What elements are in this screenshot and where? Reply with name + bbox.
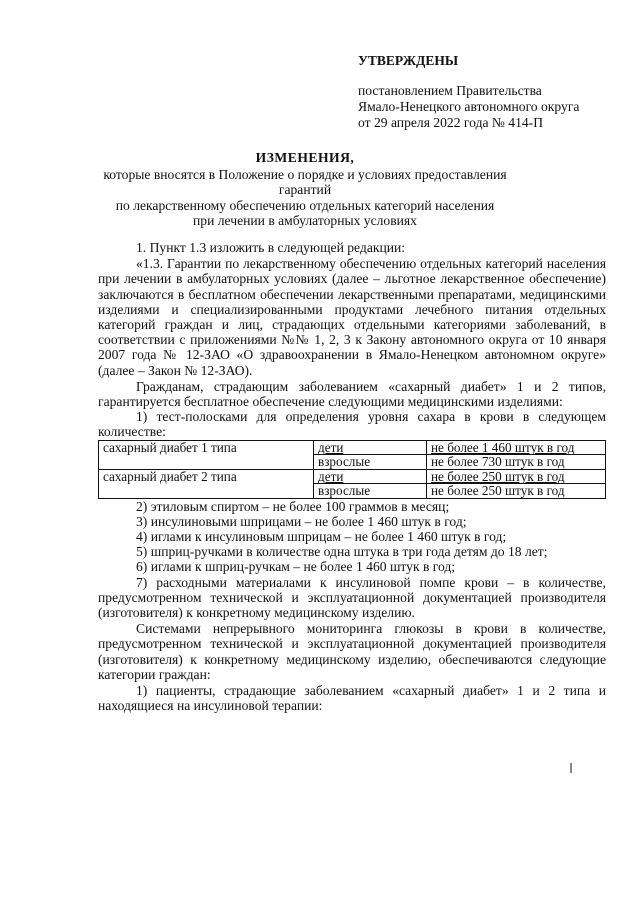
paragraph-6: 1) пациенты, страдающие заболеванием «сахарный диабет» 1 и 2 типа и находящиеся на инсулиновой терапии: <box>98 683 606 714</box>
table-cell-limit: не более 250 штук в год <box>427 469 606 484</box>
table-cell-group: взрослые <box>314 484 427 499</box>
heading-line-3: при лечении в амбулаторных условиях <box>193 213 417 228</box>
table-cell-type: сахарный диабет 1 типа <box>99 440 314 469</box>
table-cell-group: дети <box>314 469 427 484</box>
table-row <box>99 440 606 455</box>
document-heading <box>90 150 520 229</box>
scan-mark <box>570 763 572 773</box>
list-item-7: 7) расходными материалами к инсулиновой помпе крови – в количестве, предусмотренном технической и эксплуатационной документацией производителя (изготовителя) к конкретному медицинскому изделию. <box>98 574 606 621</box>
list-item-6: 6) иглами к шприц-ручкам – не более 1 460 штук в год; <box>136 559 456 575</box>
heading-line-2: по лекарственному обеспечению отдельных категорий населения <box>115 197 495 213</box>
table-cell-type: сахарный диабет 2 типа <box>99 469 314 498</box>
approval-line-3: от 29 апреля 2022 года № 414-П <box>358 115 544 130</box>
paragraph-5: Системами непрерывного мониторинга глюкозы в крови в количестве, предусмотренном технической и эксплуатационной документацией производителя (изготовителя) к конкретному медицинскому изделию, обеспечиваются следующие категории граждан: <box>98 621 606 682</box>
paragraph-4: 1) тест-полосками для определения уровня сахара в крови в следующем количестве: <box>98 409 606 440</box>
list-item-5: 5) шприц-ручками в количестве одна штука в три года детям до 18 лет; <box>136 544 548 560</box>
list-item-2: 2) этиловым спиртом – не более 100 граммов в месяц; <box>136 498 450 514</box>
paragraph-3: Гражданам, страдающим заболеванием «сахарный диабет» 1 и 2 типов, гарантируется бесплатное обеспечение следующими медицинскими изделиями: <box>98 378 606 410</box>
table-cell-group: дети <box>314 440 427 455</box>
table-row <box>99 469 606 484</box>
table-cell-group: взрослые <box>314 455 427 470</box>
table-cell-limit: не более 1 460 штук в год <box>427 440 606 455</box>
paragraph-2: «1.3. Гарантии по лекарственному обеспечению отдельных категорий населения при лечении в амбулаторных условиях (далее – льготное лекарственное обеспечение) заключаются в бесплатном обеспечении лекарственными препаратами, медицинскими изделиями и специализированными продуктами лечебного питания отдельных категорий граждан и лиц, страдающих отдельными категориями заболеваний, в соответствии с приложениями №№ 1, 2, 3 к Закону автономного округа от 10 января 2007 года № 12-ЗАО «О здравоохранении в Ямало-Ненецком автономном округе» (далее – Закон № 12-ЗАО). <box>98 256 606 378</box>
approval-title: УТВЕРЖДЕНЫ <box>358 53 459 68</box>
approval-line-1: постановлением Правительства <box>358 83 542 98</box>
list-item-3: 3) инсулиновыми шприцами – не более 1 460 штук в год; <box>136 513 467 529</box>
table-cell-limit: не более 730 штук в год <box>427 455 606 470</box>
test-strips-table <box>98 440 606 499</box>
paragraph-1: 1. Пункт 1.3 изложить в следующей редакции: <box>136 240 406 255</box>
document-body <box>98 240 606 713</box>
list-item-4: 4) иглами к инсулиновым шприцам – не более 1 460 штук в год; <box>136 529 507 545</box>
approval-line-2: Ямало-Ненецкого автономного округа <box>358 99 580 114</box>
table-cell-limit: не более 250 штук в год <box>427 484 606 499</box>
approval-block <box>358 53 579 131</box>
document-title: ИЗМЕНЕНИЯ, <box>255 150 355 165</box>
heading-line-1: которые вносятся в Положение о порядке и условиях предоставления гарантий <box>103 166 507 197</box>
